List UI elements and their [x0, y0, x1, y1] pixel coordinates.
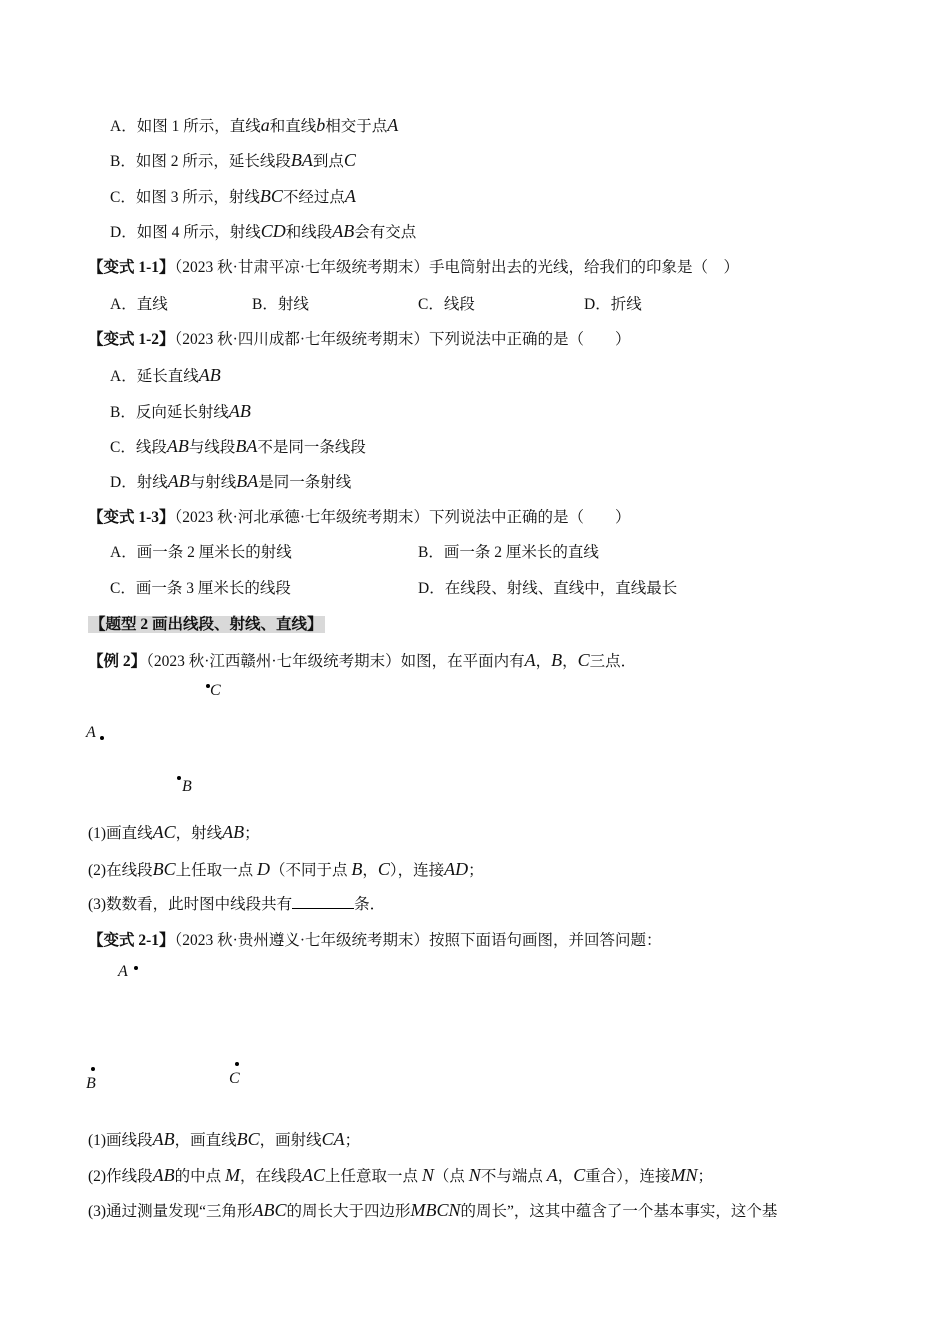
math-symbol: CA	[321, 1129, 345, 1149]
option-line	[110, 400, 251, 424]
answer-blank	[292, 894, 354, 909]
sub-question	[88, 1199, 777, 1223]
text: ；	[344, 1132, 361, 1149]
text: 不经过点	[282, 189, 345, 206]
math-symbol: BC	[152, 859, 176, 879]
math-symbol: BA	[235, 436, 258, 456]
point-b-dot	[177, 776, 181, 780]
text: 与线段	[188, 439, 236, 456]
section-heading	[88, 614, 325, 636]
text: 会有交点	[354, 224, 417, 241]
text: （点	[433, 1168, 469, 1185]
text: 重合），连接	[585, 1168, 671, 1185]
text: (1)画直线	[88, 825, 153, 842]
text: （不同于点	[269, 862, 352, 879]
math-symbol: N	[468, 1165, 481, 1185]
point-c-dot	[235, 1062, 239, 1066]
text: ），连接	[389, 862, 445, 879]
text: A．画一条 2 厘米长的射线	[110, 544, 292, 561]
option-line	[110, 364, 221, 388]
option-line	[110, 149, 356, 173]
math-symbol: A	[387, 115, 399, 135]
point-a-label: A	[118, 963, 128, 980]
text: B．如图 2 所示，延长线段	[110, 153, 291, 170]
math-symbol: C	[577, 650, 590, 670]
math-symbol: B	[551, 650, 563, 670]
question-label: 【变式 1-1】	[88, 259, 175, 276]
text: 的周长”，这其中蕴含了一个基本事实，这个基	[460, 1203, 778, 1220]
text: （2023 秋·河北承德·七年级统考期末）下列说法中正确的是（ ）	[174, 509, 631, 526]
sub-question	[88, 858, 484, 882]
heading-text: 【题型 2 画出线段、射线、直线】	[90, 616, 323, 633]
question-label: 【变式 1-2】	[88, 331, 175, 348]
text: 三点．	[589, 653, 637, 670]
sub-question	[88, 1164, 713, 1188]
text: A．如图 1 所示，直线	[110, 118, 261, 135]
math-symbol: AC	[152, 822, 176, 842]
text: C．线段	[110, 439, 167, 456]
text: （2023 秋·江西赣州·七年级统考期末）如图，在平面内有	[146, 653, 525, 670]
text: C．画一条 3 厘米长的线段	[110, 580, 291, 597]
text: 上任意取一点	[325, 1168, 422, 1185]
text: 的周长大于四边形	[286, 1203, 411, 1220]
sub-question	[88, 894, 385, 916]
text: ，	[535, 653, 552, 670]
option-line	[418, 294, 475, 316]
option-line	[418, 542, 599, 564]
text: 和线段	[285, 224, 333, 241]
math-symbol: BC	[259, 186, 283, 206]
sub-question	[88, 1128, 360, 1152]
question-header	[88, 507, 631, 529]
option-line	[110, 542, 292, 564]
text: 不与端点	[480, 1168, 547, 1185]
text: 条．	[354, 896, 386, 913]
math-symbol: A	[344, 186, 356, 206]
math-symbol: MN	[670, 1165, 698, 1185]
text: ，画直线	[174, 1132, 237, 1149]
option-line	[110, 114, 398, 138]
math-symbol: AB	[198, 365, 221, 385]
option-line	[418, 578, 677, 600]
text: D．射线	[110, 474, 168, 491]
text: A．直线	[110, 296, 168, 313]
option-line	[584, 294, 642, 316]
text: ，	[362, 862, 378, 879]
text: ；	[468, 862, 484, 879]
math-symbol: AB	[152, 1165, 175, 1185]
text: (3)数数看，此时图中线段共有	[88, 896, 293, 913]
point-a-dot	[134, 966, 138, 970]
math-symbol: b	[316, 115, 326, 135]
text: ，画射线	[259, 1132, 322, 1149]
point-c-label: C	[210, 682, 221, 699]
option-line	[110, 294, 168, 316]
text: 上任取一点	[175, 862, 257, 879]
option-line	[110, 435, 366, 459]
math-symbol: B	[351, 859, 363, 879]
question-header	[88, 257, 739, 279]
question-label: 【变式 1-3】	[88, 509, 175, 526]
math-symbol: a	[260, 115, 270, 135]
math-symbol: CD	[260, 221, 286, 241]
text: ；	[244, 825, 260, 842]
text: ，	[557, 1168, 574, 1185]
option-line	[110, 578, 291, 600]
math-symbol: C	[377, 859, 390, 879]
text: 相交于点	[325, 118, 388, 135]
math-symbol: AC	[301, 1165, 325, 1185]
text: B．反向延长射线	[110, 404, 229, 421]
text: （2023 秋·贵州遵义·七年级统考期末）按照下面语句画图，并回答问题：	[174, 932, 662, 949]
text: (3)通过测量发现“三角形	[88, 1203, 253, 1220]
text: B．画一条 2 厘米长的直线	[418, 544, 599, 561]
point-a-dot	[100, 736, 104, 740]
text: B．射线	[252, 296, 309, 313]
text: D．在线段、射线、直线中，直线最长	[418, 580, 678, 597]
text: C．线段	[418, 296, 475, 313]
math-symbol: AB	[222, 822, 245, 842]
option-line	[110, 185, 356, 209]
text: （2023 秋·四川成都·七年级统考期末）下列说法中正确的是（ ）	[174, 331, 631, 348]
option-line	[110, 220, 416, 244]
question-header	[88, 649, 636, 673]
math-symbol: C	[573, 1165, 586, 1185]
point-b-label: B	[182, 778, 192, 795]
option-line	[252, 294, 309, 316]
point-b-dot	[91, 1067, 95, 1071]
math-symbol: BA	[236, 471, 259, 491]
text: 是同一条射线	[258, 474, 352, 491]
math-symbol: AB	[228, 401, 251, 421]
math-symbol: N	[421, 1165, 434, 1185]
math-symbol: A	[524, 650, 536, 670]
text: (2)作线段	[88, 1168, 153, 1185]
point-b-label: B	[86, 1075, 96, 1092]
text: ，在线段	[239, 1168, 302, 1185]
text: （2023 秋·甘肃平凉·七年级统考期末）手电筒射出去的光线，给我们的印象是（ ）	[174, 259, 739, 276]
question-header	[88, 329, 631, 351]
math-symbol: AB	[332, 221, 355, 241]
point-a-label: A	[86, 724, 96, 741]
text: D．折线	[584, 296, 642, 313]
text: 与射线	[189, 474, 237, 491]
math-symbol: C	[343, 150, 356, 170]
math-symbol: D	[256, 859, 270, 879]
text: ，	[562, 653, 578, 670]
math-symbol: AB	[152, 1129, 175, 1149]
math-symbol: M	[224, 1165, 240, 1185]
option-line	[110, 470, 351, 494]
math-symbol: BA	[290, 150, 313, 170]
question-label: 【变式 2-1】	[88, 932, 175, 949]
text: (1)画线段	[88, 1132, 153, 1149]
text: 的中点	[174, 1168, 225, 1185]
text: 不是同一条线段	[257, 439, 366, 456]
question-label: 【例 2】	[88, 653, 147, 670]
text: ，射线	[175, 825, 223, 842]
text: C．如图 3 所示，射线	[110, 189, 260, 206]
sub-question	[88, 821, 260, 845]
text: D．如图 4 所示，射线	[110, 224, 261, 241]
question-header	[88, 930, 662, 952]
text: (2)在线段	[88, 862, 153, 879]
point-c-label: C	[229, 1070, 240, 1087]
math-symbol: AD	[444, 859, 469, 879]
math-symbol: ABC	[252, 1200, 287, 1220]
math-symbol: MBCN	[410, 1200, 461, 1220]
text: A．延长直线	[110, 368, 199, 385]
math-symbol: AB	[167, 471, 190, 491]
math-symbol: AB	[166, 436, 189, 456]
math-symbol: A	[546, 1165, 558, 1185]
math-symbol: BC	[236, 1129, 260, 1149]
text: 和直线	[269, 118, 317, 135]
text: 到点	[312, 153, 344, 170]
text: ；	[697, 1168, 714, 1185]
